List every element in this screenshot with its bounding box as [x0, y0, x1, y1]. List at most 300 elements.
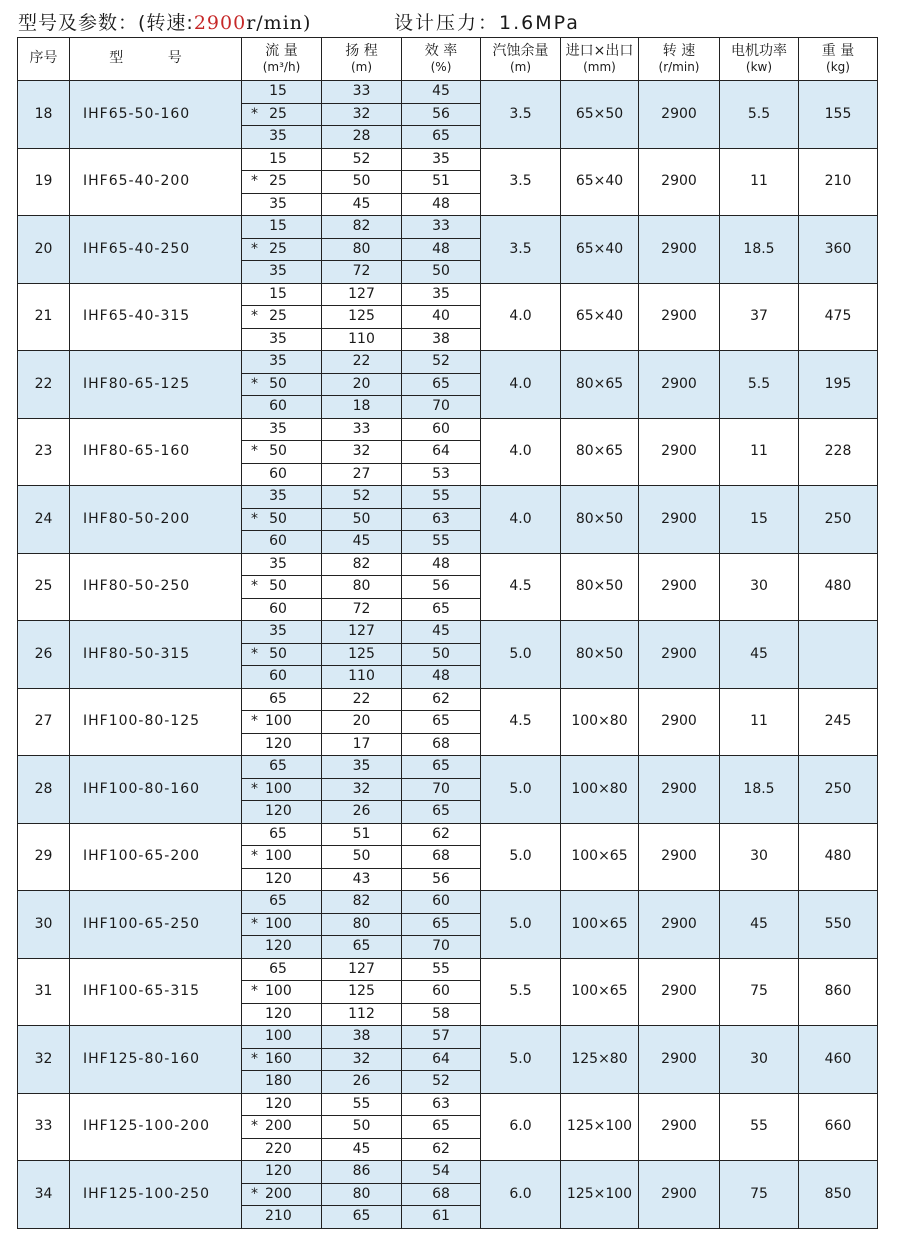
- head-cell: 110: [322, 666, 402, 689]
- motor-power-cell: 18.5: [720, 756, 799, 824]
- inlet-outlet-cell: 65×40: [561, 283, 639, 351]
- inlet-outlet-cell: 100×65: [561, 823, 639, 891]
- motor-power-cell: 45: [720, 621, 799, 689]
- efficiency-cell: 64: [402, 1048, 481, 1071]
- weight-cell: 360: [799, 216, 878, 284]
- head-cell: 28: [322, 126, 402, 149]
- rated-point-mark: *: [251, 983, 258, 1000]
- flow-cell: * 25: [242, 171, 322, 194]
- weight-cell: 460: [799, 1026, 878, 1094]
- weight-cell: 155: [799, 81, 878, 149]
- rated-point-mark: *: [251, 780, 258, 797]
- npsh-cell: 5.0: [481, 1026, 561, 1094]
- head-cell: 43: [322, 868, 402, 891]
- seq-cell: 33: [18, 1093, 70, 1161]
- col-weight: 重 量 (kg): [799, 38, 878, 81]
- weight-cell: 250: [799, 756, 878, 824]
- motor-power-cell: 5.5: [720, 351, 799, 419]
- weight-cell: 480: [799, 553, 878, 621]
- inlet-outlet-cell: 125×100: [561, 1161, 639, 1229]
- flow-cell: 65: [242, 688, 322, 711]
- head-cell: 26: [322, 1071, 402, 1094]
- npsh-cell: 4.5: [481, 553, 561, 621]
- table-row: [18, 148, 878, 171]
- table-row: [18, 486, 878, 509]
- speed-cell: 2900: [639, 1026, 720, 1094]
- inlet-outlet-cell: 65×40: [561, 216, 639, 284]
- efficiency-cell: 58: [402, 1003, 481, 1026]
- model-cell: IHF80-50-250: [70, 553, 242, 621]
- seq-cell: 34: [18, 1161, 70, 1229]
- seq-cell: 28: [18, 756, 70, 824]
- efficiency-cell: 48: [402, 238, 481, 261]
- head-cell: 82: [322, 216, 402, 239]
- seq-cell: 29: [18, 823, 70, 891]
- model-cell: IHF100-65-315: [70, 958, 242, 1026]
- motor-power-cell: 30: [720, 823, 799, 891]
- head-cell: 80: [322, 1183, 402, 1206]
- efficiency-cell: 68: [402, 1183, 481, 1206]
- flow-cell: * 100: [242, 846, 322, 869]
- npsh-cell: 4.0: [481, 486, 561, 554]
- efficiency-cell: 57: [402, 1026, 481, 1049]
- efficiency-cell: 62: [402, 823, 481, 846]
- weight-cell: 475: [799, 283, 878, 351]
- model-cell: IHF125-100-250: [70, 1161, 242, 1229]
- efficiency-cell: 45: [402, 621, 481, 644]
- efficiency-cell: 65: [402, 598, 481, 621]
- flow-cell: 120: [242, 1093, 322, 1116]
- speed-cell: 2900: [639, 216, 720, 284]
- rated-speed-unit: r/min): [246, 12, 312, 34]
- speed-cell: 2900: [639, 351, 720, 419]
- head-cell: 32: [322, 1048, 402, 1071]
- seq-cell: 32: [18, 1026, 70, 1094]
- efficiency-cell: 38: [402, 328, 481, 351]
- npsh-cell: 4.5: [481, 688, 561, 756]
- efficiency-cell: 55: [402, 531, 481, 554]
- col-npsh: 汽蚀余量 (m): [481, 38, 561, 81]
- efficiency-cell: 52: [402, 1071, 481, 1094]
- inlet-outlet-cell: 65×50: [561, 81, 639, 149]
- flow-cell: * 50: [242, 576, 322, 599]
- flow-cell: 65: [242, 891, 322, 914]
- inlet-outlet-cell: 125×80: [561, 1026, 639, 1094]
- weight-cell: 850: [799, 1161, 878, 1229]
- efficiency-cell: 55: [402, 486, 481, 509]
- npsh-cell: 4.0: [481, 351, 561, 419]
- head-cell: 50: [322, 171, 402, 194]
- seq-cell: 20: [18, 216, 70, 284]
- motor-power-cell: 75: [720, 1161, 799, 1229]
- weight-cell: [799, 621, 878, 689]
- efficiency-cell: 48: [402, 553, 481, 576]
- speed-cell: 2900: [639, 891, 720, 959]
- efficiency-cell: 70: [402, 936, 481, 959]
- head-cell: 80: [322, 576, 402, 599]
- speed-cell: 2900: [639, 553, 720, 621]
- head-cell: 32: [322, 778, 402, 801]
- efficiency-cell: 60: [402, 891, 481, 914]
- motor-power-cell: 11: [720, 148, 799, 216]
- efficiency-cell: 50: [402, 261, 481, 284]
- rated-point-mark: *: [251, 578, 258, 595]
- npsh-cell: 5.0: [481, 891, 561, 959]
- head-cell: 17: [322, 733, 402, 756]
- flow-cell: 35: [242, 126, 322, 149]
- flow-cell: 100: [242, 1026, 322, 1049]
- head-cell: 110: [322, 328, 402, 351]
- motor-power-cell: 30: [720, 1026, 799, 1094]
- weight-cell: 195: [799, 351, 878, 419]
- params-title: [18, 8, 311, 35]
- col-speed: 转 速 (r/min): [639, 38, 720, 81]
- flow-cell: 35: [242, 193, 322, 216]
- efficiency-cell: 65: [402, 711, 481, 734]
- rated-point-mark: *: [251, 105, 258, 122]
- model-cell: IHF80-50-200: [70, 486, 242, 554]
- speed-cell: 2900: [639, 486, 720, 554]
- efficiency-cell: 68: [402, 733, 481, 756]
- efficiency-cell: 56: [402, 576, 481, 599]
- efficiency-cell: 63: [402, 1093, 481, 1116]
- npsh-cell: 5.5: [481, 958, 561, 1026]
- seq-cell: 25: [18, 553, 70, 621]
- rated-point-mark: *: [251, 1118, 258, 1135]
- head-cell: 127: [322, 621, 402, 644]
- table-row: [18, 351, 878, 374]
- flow-cell: 120: [242, 868, 322, 891]
- flow-cell: 60: [242, 463, 322, 486]
- table-row: [18, 216, 878, 239]
- efficiency-cell: 48: [402, 666, 481, 689]
- head-cell: 32: [322, 103, 402, 126]
- model-cell: IHF80-65-125: [70, 351, 242, 419]
- model-cell: IHF65-40-200: [70, 148, 242, 216]
- npsh-cell: 5.0: [481, 823, 561, 891]
- flow-cell: 120: [242, 936, 322, 959]
- flow-cell: 60: [242, 531, 322, 554]
- inlet-outlet-cell: 80×65: [561, 418, 639, 486]
- seq-cell: 31: [18, 958, 70, 1026]
- speed-cell: 2900: [639, 621, 720, 689]
- rated-point-mark: *: [251, 173, 258, 190]
- model-cell: IHF100-65-200: [70, 823, 242, 891]
- flow-cell: * 25: [242, 238, 322, 261]
- pump-spec-table: [17, 37, 878, 1229]
- motor-power-cell: 30: [720, 553, 799, 621]
- rated-point-mark: *: [251, 1185, 258, 1202]
- efficiency-cell: 54: [402, 1161, 481, 1184]
- model-cell: IHF80-65-160: [70, 418, 242, 486]
- head-cell: 80: [322, 913, 402, 936]
- seq-cell: 27: [18, 688, 70, 756]
- model-cell: IHF100-80-160: [70, 756, 242, 824]
- weight-cell: 480: [799, 823, 878, 891]
- efficiency-cell: 60: [402, 981, 481, 1004]
- flow-cell: 120: [242, 733, 322, 756]
- seq-cell: 26: [18, 621, 70, 689]
- inlet-outlet-cell: 100×80: [561, 688, 639, 756]
- model-cell: IHF65-50-160: [70, 81, 242, 149]
- head-cell: 20: [322, 373, 402, 396]
- flow-cell: * 50: [242, 441, 322, 464]
- head-cell: 125: [322, 306, 402, 329]
- head-cell: 52: [322, 148, 402, 171]
- model-cell: IHF125-80-160: [70, 1026, 242, 1094]
- efficiency-cell: 65: [402, 913, 481, 936]
- speed-cell: 2900: [639, 688, 720, 756]
- efficiency-cell: 56: [402, 868, 481, 891]
- model-cell: IHF100-80-125: [70, 688, 242, 756]
- head-cell: 50: [322, 846, 402, 869]
- flow-cell: * 50: [242, 643, 322, 666]
- flow-cell: 35: [242, 621, 322, 644]
- motor-power-cell: 11: [720, 688, 799, 756]
- weight-cell: 550: [799, 891, 878, 959]
- efficiency-cell: 70: [402, 396, 481, 419]
- flow-cell: 180: [242, 1071, 322, 1094]
- rated-point-mark: *: [251, 240, 258, 257]
- rated-point-mark: *: [251, 848, 258, 865]
- inlet-outlet-cell: 65×40: [561, 148, 639, 216]
- npsh-cell: 5.0: [481, 756, 561, 824]
- efficiency-cell: 62: [402, 688, 481, 711]
- npsh-cell: 5.0: [481, 621, 561, 689]
- col-inlet-outlet: 进口×出口 (mm): [561, 38, 639, 81]
- seq-cell: 18: [18, 81, 70, 149]
- efficiency-cell: 33: [402, 216, 481, 239]
- efficiency-cell: 63: [402, 508, 481, 531]
- npsh-cell: 4.0: [481, 283, 561, 351]
- table-row: [18, 756, 878, 779]
- efficiency-cell: 68: [402, 846, 481, 869]
- head-cell: 82: [322, 891, 402, 914]
- flow-cell: 65: [242, 958, 322, 981]
- head-cell: 55: [322, 1093, 402, 1116]
- flow-cell: 15: [242, 283, 322, 306]
- table-row: [18, 688, 878, 711]
- head-cell: 33: [322, 418, 402, 441]
- col-flow: 流 量 (m³/h): [242, 38, 322, 81]
- weight-cell: 228: [799, 418, 878, 486]
- head-cell: 26: [322, 801, 402, 824]
- table-row: [18, 823, 878, 846]
- head-cell: 65: [322, 936, 402, 959]
- weight-cell: 660: [799, 1093, 878, 1161]
- flow-cell: 220: [242, 1138, 322, 1161]
- motor-power-cell: 18.5: [720, 216, 799, 284]
- weight-cell: 860: [799, 958, 878, 1026]
- flow-cell: * 50: [242, 508, 322, 531]
- efficiency-cell: 35: [402, 148, 481, 171]
- motor-power-cell: 37: [720, 283, 799, 351]
- table-row: [18, 1161, 878, 1184]
- speed-cell: 2900: [639, 81, 720, 149]
- efficiency-cell: 52: [402, 351, 481, 374]
- flow-cell: * 25: [242, 103, 322, 126]
- efficiency-cell: 40: [402, 306, 481, 329]
- speed-cell: 2900: [639, 1161, 720, 1229]
- inlet-outlet-cell: 80×50: [561, 621, 639, 689]
- seq-cell: 24: [18, 486, 70, 554]
- efficiency-cell: 56: [402, 103, 481, 126]
- col-efficiency: 效 率 (%): [402, 38, 481, 81]
- head-cell: 72: [322, 598, 402, 621]
- model-cell: IHF65-40-250: [70, 216, 242, 284]
- flow-cell: * 100: [242, 981, 322, 1004]
- rated-point-mark: *: [251, 915, 258, 932]
- flow-cell: * 100: [242, 913, 322, 936]
- head-cell: 50: [322, 508, 402, 531]
- npsh-cell: 3.5: [481, 216, 561, 284]
- npsh-cell: 6.0: [481, 1093, 561, 1161]
- speed-cell: 2900: [639, 756, 720, 824]
- table-row: [18, 1026, 878, 1049]
- motor-power-cell: 55: [720, 1093, 799, 1161]
- efficiency-cell: 51: [402, 171, 481, 194]
- motor-power-cell: 15: [720, 486, 799, 554]
- flow-cell: 15: [242, 81, 322, 104]
- flow-cell: * 100: [242, 711, 322, 734]
- head-cell: 22: [322, 351, 402, 374]
- design-pressure: 设计压力：1.6MPa: [394, 12, 580, 34]
- flow-cell: * 160: [242, 1048, 322, 1071]
- model-cell: IHF100-65-250: [70, 891, 242, 959]
- inlet-outlet-cell: 80×50: [561, 553, 639, 621]
- header-row: [18, 38, 878, 81]
- table-row: [18, 958, 878, 981]
- head-cell: 35: [322, 756, 402, 779]
- col-motor-power: 电机功率 (kw): [720, 38, 799, 81]
- head-cell: 33: [322, 81, 402, 104]
- col-model: 型 号: [70, 38, 242, 81]
- head-cell: 127: [322, 958, 402, 981]
- speed-cell: 2900: [639, 958, 720, 1026]
- efficiency-cell: 70: [402, 778, 481, 801]
- inlet-outlet-cell: 100×80: [561, 756, 639, 824]
- model-cell: IHF80-50-315: [70, 621, 242, 689]
- efficiency-cell: 48: [402, 193, 481, 216]
- params-label: 型号及参数：(转速:: [18, 12, 194, 34]
- rated-point-mark: *: [251, 443, 258, 460]
- inlet-outlet-cell: 80×50: [561, 486, 639, 554]
- flow-cell: 60: [242, 598, 322, 621]
- flow-cell: 35: [242, 553, 322, 576]
- flow-cell: 60: [242, 396, 322, 419]
- efficiency-cell: 61: [402, 1206, 481, 1229]
- seq-cell: 22: [18, 351, 70, 419]
- inlet-outlet-cell: 125×100: [561, 1093, 639, 1161]
- motor-power-cell: 45: [720, 891, 799, 959]
- head-cell: 51: [322, 823, 402, 846]
- flow-cell: 35: [242, 328, 322, 351]
- seq-cell: 21: [18, 283, 70, 351]
- flow-cell: 65: [242, 823, 322, 846]
- efficiency-cell: 65: [402, 373, 481, 396]
- table-row: [18, 1093, 878, 1116]
- flow-cell: 210: [242, 1206, 322, 1229]
- seq-cell: 19: [18, 148, 70, 216]
- flow-cell: * 200: [242, 1183, 322, 1206]
- head-cell: 82: [322, 553, 402, 576]
- inlet-outlet-cell: 100×65: [561, 958, 639, 1026]
- efficiency-cell: 65: [402, 126, 481, 149]
- model-cell: IHF125-100-200: [70, 1093, 242, 1161]
- head-cell: 22: [322, 688, 402, 711]
- head-cell: 125: [322, 643, 402, 666]
- head-cell: 45: [322, 193, 402, 216]
- head-cell: 38: [322, 1026, 402, 1049]
- head-cell: 50: [322, 1116, 402, 1139]
- efficiency-cell: 65: [402, 801, 481, 824]
- head-cell: 18: [322, 396, 402, 419]
- head-cell: 72: [322, 261, 402, 284]
- model-cell: IHF65-40-315: [70, 283, 242, 351]
- flow-cell: 120: [242, 1003, 322, 1026]
- efficiency-cell: 62: [402, 1138, 481, 1161]
- table-row: [18, 418, 878, 441]
- rated-point-mark: *: [251, 308, 258, 325]
- speed-cell: 2900: [639, 148, 720, 216]
- head-cell: 20: [322, 711, 402, 734]
- head-cell: 32: [322, 441, 402, 464]
- efficiency-cell: 35: [402, 283, 481, 306]
- weight-cell: 210: [799, 148, 878, 216]
- rated-point-mark: *: [251, 510, 258, 527]
- efficiency-cell: 64: [402, 441, 481, 464]
- flow-cell: 35: [242, 486, 322, 509]
- flow-cell: * 200: [242, 1116, 322, 1139]
- motor-power-cell: 75: [720, 958, 799, 1026]
- head-cell: 127: [322, 283, 402, 306]
- flow-cell: * 25: [242, 306, 322, 329]
- npsh-cell: 3.5: [481, 81, 561, 149]
- flow-cell: 120: [242, 801, 322, 824]
- motor-power-cell: 11: [720, 418, 799, 486]
- flow-cell: * 50: [242, 373, 322, 396]
- flow-cell: 60: [242, 666, 322, 689]
- inlet-outlet-cell: 80×65: [561, 351, 639, 419]
- page-header: [12, 6, 892, 36]
- inlet-outlet-cell: 100×65: [561, 891, 639, 959]
- flow-cell: 15: [242, 216, 322, 239]
- table-row: [18, 553, 878, 576]
- speed-cell: 2900: [639, 823, 720, 891]
- head-cell: 65: [322, 1206, 402, 1229]
- col-seq: 序号: [18, 38, 70, 81]
- rated-point-mark: *: [251, 713, 258, 730]
- table-row: [18, 621, 878, 644]
- head-cell: 27: [322, 463, 402, 486]
- head-cell: 125: [322, 981, 402, 1004]
- rated-point-mark: *: [251, 375, 258, 392]
- efficiency-cell: 50: [402, 643, 481, 666]
- flow-cell: 35: [242, 418, 322, 441]
- flow-cell: * 100: [242, 778, 322, 801]
- flow-cell: 35: [242, 351, 322, 374]
- table-row: [18, 891, 878, 914]
- efficiency-cell: 60: [402, 418, 481, 441]
- head-cell: 80: [322, 238, 402, 261]
- flow-cell: 15: [242, 148, 322, 171]
- head-cell: 45: [322, 1138, 402, 1161]
- flow-cell: 120: [242, 1161, 322, 1184]
- rated-speed: 2900: [193, 12, 247, 34]
- col-head: 扬 程 (m): [322, 38, 402, 81]
- speed-cell: 2900: [639, 1093, 720, 1161]
- weight-cell: 245: [799, 688, 878, 756]
